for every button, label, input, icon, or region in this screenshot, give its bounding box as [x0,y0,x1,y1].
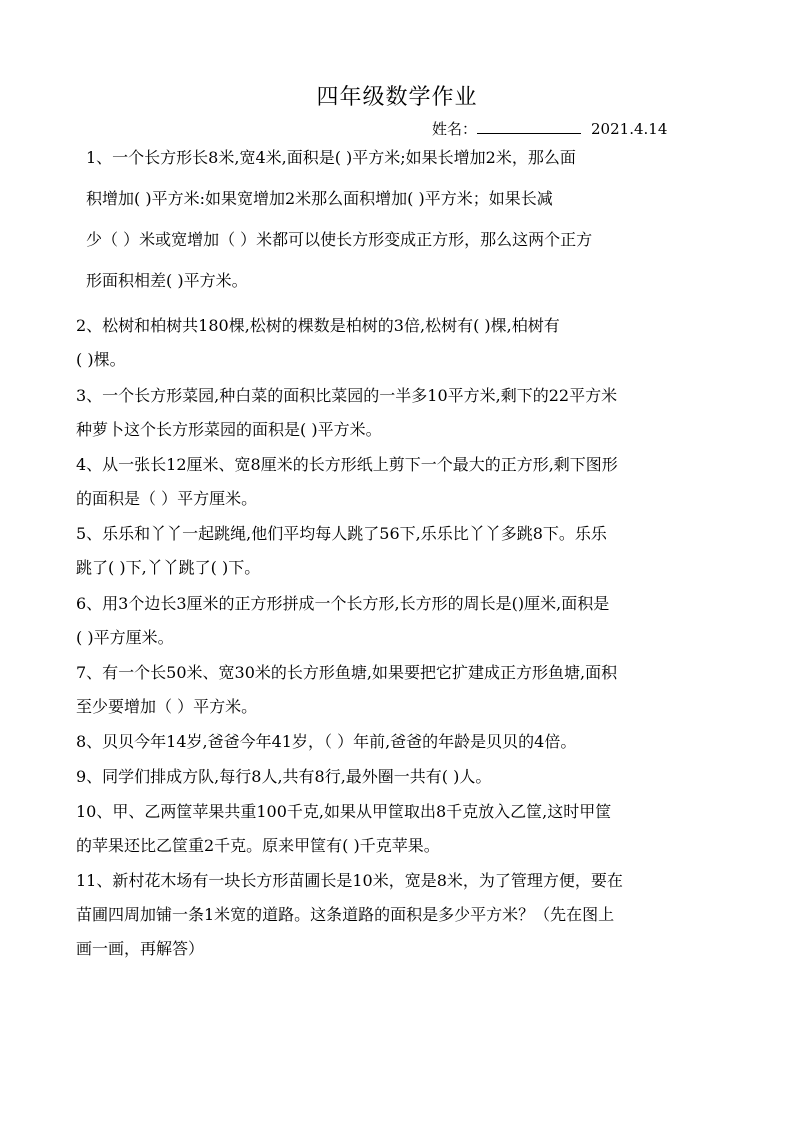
question-line: 画一画，再解答） [76,939,205,958]
question-line: 4、从一张长12厘米、宽8厘米的长方形纸上剪下一个最大的正方形,剩下图形 [76,455,618,474]
question-10 [76,795,726,863]
question-line: 形面积相差( )平方米。 [86,271,248,290]
question-4 [76,448,726,516]
question-line: ( )平方厘米。 [76,628,174,647]
question-line: 3、一个长方形菜园,种白菜的面积比菜园的一半多10平方米,剩下的22平方米 [76,386,618,405]
question-line: 11、新村花木场有一块长方形苗圃长是10米，宽是8米，为了管理方便，要在 [76,871,623,890]
question-7 [76,656,726,724]
question-6 [76,587,726,655]
question-line: 1、一个长方形长8米,宽4米,面积是( )平方米;如果长增加2米，那么面 [86,148,576,167]
question-line: 9、同学们排成方队,每行8人,共有8行,最外圈一共有( )人。 [76,767,492,786]
question-line: 跳了( )下,丫丫跳了( )下。 [76,558,261,577]
question-line: 的面积是（ ）平方厘米。 [76,489,258,508]
question-11 [76,864,726,966]
question-line: 10、甲、乙两筐苹果共重100千克,如果从甲筐取出8千克放入乙筐,这时甲筐 [76,802,612,821]
date-text: 2021.4.14 [591,120,668,138]
question-line: 6、用3个边长3厘米的正方形拼成一个长方形,长方形的周长是()厘米,面积是 [76,594,610,613]
question-1 [86,137,726,301]
page-title: 四年级数学作业 [316,85,478,110]
question-line: ( )棵。 [76,350,126,369]
question-2 [76,309,726,377]
question-9 [76,760,726,794]
question-line: 至少要增加（ ）平方米。 [76,697,258,716]
question-line: 种萝卜这个长方形菜园的面积是( )平方米。 [76,420,382,439]
question-line: 8、贝贝今年14岁,爸爸今年41岁，（ ）年前,爸爸的年龄是贝贝的4倍。 [76,732,577,751]
question-line: 5、乐乐和丫丫一起跳绳,他们平均每人跳了56下,乐乐比丫丫多跳8下。乐乐 [76,524,607,543]
question-8 [76,725,726,759]
question-line: 2、松树和柏树共180棵,松树的棵数是柏树的3倍,松树有( )棵,柏树有 [76,316,560,335]
name-blank[interactable] [477,119,581,134]
question-line: 7、有一个长50米、宽30米的长方形鱼塘,如果要把它扩建成正方形鱼塘,面积 [76,663,618,682]
question-5 [76,517,726,585]
name-label: 姓名： [432,120,478,138]
student-info [432,118,667,139]
question-3 [76,379,726,447]
question-line: 苗圃四周加铺一条1米宽的道路。这条道路的面积是多少平方米？（先在图上 [76,905,615,924]
question-line: 少（ ）米或宽增加（ ）米都可以使长方形变成正方形，那么这两个正方 [86,230,593,249]
question-line: 积增加( )平方米:如果宽增加2米那么面积增加( )平方米；如果长减 [86,189,553,208]
question-line: 的苹果还比乙筐重2千克。原来甲筐有( )千克苹果。 [76,836,440,855]
